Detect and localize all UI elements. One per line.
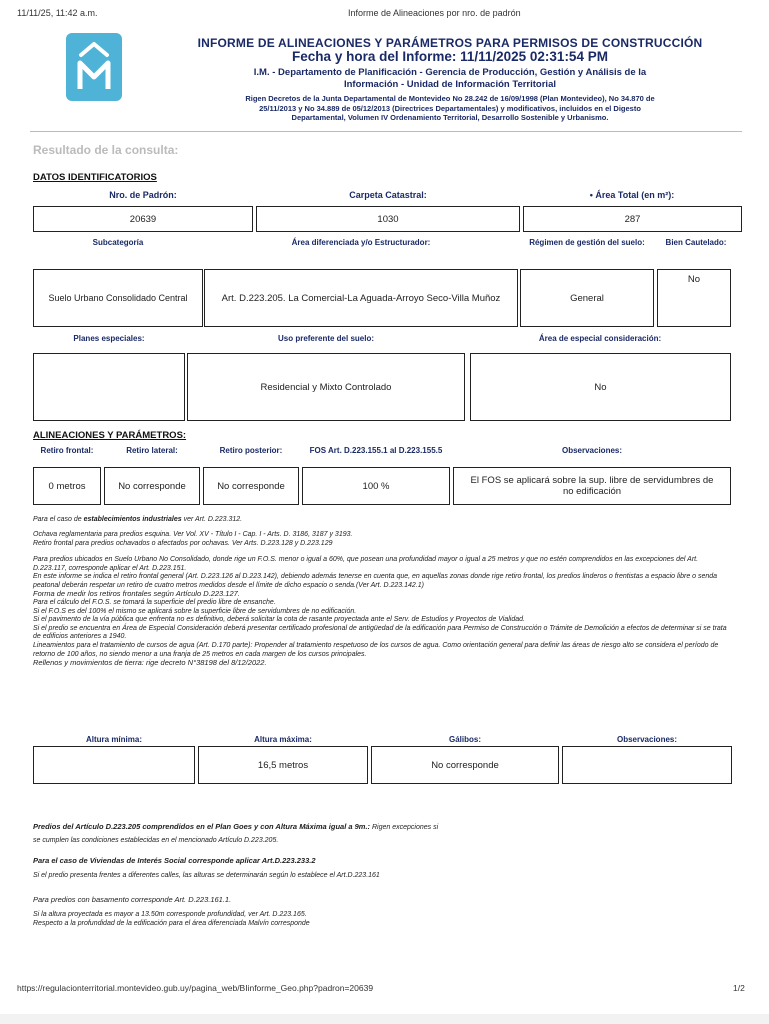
- retiro-frontal-value: 0 metros: [33, 467, 101, 505]
- retiro-lateral-value: No corresponde: [104, 467, 200, 505]
- subcategoria-value: Suelo Urbano Consolidado Central: [33, 269, 203, 327]
- note-pavimento: Si el pavimento de la vía pública que enfrenta no es definitivo, deberá solicitar la cota de rasante proyectada ante el Serv. de Estudios y Proyectos de Vialidad.: [33, 616, 525, 624]
- department-line-2: Información - Unidad de Información Territorial: [343, 79, 556, 90]
- note-text: ver Art. D.223.312.: [181, 516, 243, 523]
- subcategoria-label: Subcategoría: [92, 238, 144, 247]
- note-industriales: [33, 516, 242, 525]
- note-altura-proyectada: Si la altura proyectada es mayor a 13.50m corresponde profundidad, ver Art. D.223.165.: [33, 911, 307, 918]
- regimen-label: Régimen de gestión del suelo:: [529, 238, 645, 247]
- page-number: 1/2: [733, 983, 745, 993]
- planes-especiales-value: [33, 353, 185, 421]
- area-diferenciada-label: Área diferenciada y/o Estructurador:: [291, 238, 431, 247]
- galibos-value: No corresponde: [371, 746, 559, 784]
- altura-minima-value: [33, 746, 195, 784]
- report-datetime: Fecha y hora del Informe: 11/11/2025 02:31:54 PM: [292, 49, 608, 64]
- bien-cautelado-label: Bien Cautelado:: [665, 238, 727, 247]
- fos-label: FOS Art. D.223.155.1 al D.223.155.5: [309, 446, 443, 455]
- carpeta-value: 1030: [256, 206, 520, 232]
- note-suelo-no-consolidado: Para predios ubicados en Suelo Urbano No Consolidado, donde rige un F.O.S. menor o igual a 60%, que posean una profundidad mayor o igual a 25 metros y que no estén comprendidos en las excepciones del Art. D.223.117, corresponde aplicar el Art. D.223.151.: [33, 556, 699, 572]
- note-ochava: Ochava reglamentaria para predios esquina. Ver Vol. XV - Título I - Cap. I - Arts. D. 3186, 3187 y 3193.: [33, 531, 353, 538]
- print-datetime: 11/11/25, 11:42 a.m.: [17, 8, 98, 18]
- alturas-observaciones-label: Observaciones:: [616, 735, 678, 744]
- area-diferenciada-value: Art. D.223.205. La Comercial-La Aguada-Arroyo Seco-Villa Muñoz: [204, 269, 518, 327]
- note-retiro-frontal-general: En este informe se indica el retiro frontal general (Art. D.223.126 al D.223.142), debiendo además tenerse en cuenta que, en aquellas zonas donde rige retiro frontal, los predios linderos o frentistas a espacio libre o senda peatonal deberán respetar un retiro de cuatro metros medidos desde el límite de dicho espacio o senda.(Ver Art. D.223.142.1): [33, 573, 718, 589]
- notes-block-2: [33, 556, 733, 668]
- altura-maxima-label: Altura máxima:: [254, 735, 312, 744]
- note-bold: establecimientos industriales: [83, 516, 182, 523]
- observaciones-label: Observaciones:: [561, 446, 623, 455]
- uso-preferente-value: Residencial y Mixto Controlado: [187, 353, 465, 421]
- alturas-observaciones-value: [562, 746, 732, 784]
- notes-block-1: [33, 531, 733, 548]
- note-profundidad: Respecto a la profundidad de la edificación para el área diferenciada Malvín corresponde: [33, 919, 310, 927]
- department-info: [150, 67, 750, 91]
- decrees-info: [150, 94, 750, 123]
- note-basamento: Para predios con basamento corresponde Art. D.223.161.1.: [33, 895, 232, 904]
- note-retiro-ochavados: Retiro frontal para predios ochavados o afectados por ochavas. Ver Arts. D.223.128 y D.223.129: [33, 539, 333, 547]
- retiro-lateral-label: Retiro lateral:: [126, 446, 178, 455]
- identificatorios-heading: DATOS IDENTIFICATORIOS: [33, 172, 157, 183]
- area-especial-label: Área de especial consideración:: [538, 334, 662, 343]
- note-forma-medir: Forma de medir los retiros frontales según Artículo D.223.127.: [33, 589, 240, 599]
- print-doc-title: Informe de Alineaciones por nro. de padrón: [348, 8, 521, 18]
- note-calculo-fos: Para el cálculo del F.O.S. se tomará la superficie del predio libre de ensanche.: [33, 598, 276, 606]
- area-especial-value: No: [470, 353, 731, 421]
- planes-especiales-label: Planes especiales:: [73, 334, 145, 343]
- next-page-bleed: [0, 1014, 769, 1024]
- altura-maxima-value: 16,5 metros: [198, 746, 368, 784]
- carpeta-label: Carpeta Catastral:: [349, 190, 427, 200]
- note-area-especial: Si el predio se encuentra en Área de Especial Consideración deberá presentar certificado profesional de antigüedad de la edificación para Permiso de Construcción o Trámite de Demolición a efectos de determinar si se trata de edificios anteriores a 1940.: [33, 624, 727, 641]
- footer-url: https://regulacionterritorial.montevideo.gub.uy/pagina_web/BIinforme_Geo.php?padron=20639: [17, 983, 374, 993]
- note-plan-goes-bold: Predios del Artículo D.223.205 comprendidos en el Plan Goes y con Altura Máxima igual a 9m.:: [33, 822, 371, 831]
- note-text: Para el caso de: [33, 516, 84, 523]
- uso-preferente-label: Uso preferente del suelo:: [277, 334, 375, 343]
- note-vivienda-social: Para el caso de Viviendas de Interés Social corresponde aplicar Art.D.223.233.2: [33, 856, 316, 865]
- montevideo-m-logo-icon: [66, 33, 122, 101]
- decrees-line-3: Departamental, Volumen IV Ordenamiento Territorial, Desarrollo Sostenible y Urbanismo.: [291, 113, 609, 122]
- decrees-line-1: Rigen Decretos de la Junta Departamental de Montevideo No 28.242 de 16/09/1998 (Plan Montevideo), No 34.870 de: [245, 94, 655, 103]
- height-notes-block: [33, 911, 473, 928]
- note-frentes: Si el predio presenta frentes a diferentes calles, las alturas se determinarán según lo establece el Art.D.223.161: [33, 872, 380, 879]
- note-plan-goes: [33, 820, 443, 845]
- altura-minima-label: Altura mínima:: [85, 735, 142, 744]
- fos-value: 100 %: [302, 467, 450, 505]
- retiro-posterior-label: Retiro posterior:: [219, 446, 283, 455]
- alineaciones-heading: ALINEACIONES Y PARÁMETROS:: [33, 430, 187, 441]
- retiro-posterior-value: No corresponde: [203, 467, 299, 505]
- retiro-frontal-label: Retiro frontal:: [40, 446, 94, 455]
- padron-value: 20639: [33, 206, 253, 232]
- note-plan-goes-text: Rigen excepciones si se cumplen las condiciones establecidas en el mencionado Artículo D.223.205.: [33, 824, 439, 844]
- observaciones-value: El FOS se aplicará sobre la sup. libre de servidumbres de no edificación: [453, 467, 731, 505]
- area-total-value: 287: [523, 206, 742, 232]
- note-fos-100: Si el F.O.S es del 100% el mismo se aplicará sobre la superficie libre de servidumbres de no edificación.: [33, 607, 357, 615]
- report-title: INFORME DE ALINEACIONES Y PARÁMETROS PARA PERMISOS DE CONSTRUCCIÓN: [197, 36, 703, 50]
- area-total-label: • Área Total (en m²):: [589, 190, 675, 200]
- result-heading: Resultado de la consulta:: [33, 143, 179, 157]
- decrees-line-2: 25/11/2013 y No 34.889 de 05/12/2013 (Directrices Departamentales) y modificativos, incluidos en el Digesto: [259, 103, 641, 113]
- bien-cautelado-value: No: [657, 269, 731, 327]
- note-cursos-agua: Lineamientos para el tratamiento de cursos de agua (Art. D.170 parte): Propender al tratamiento respetuoso de los cursos de agua. Como orientación general para definir las áreas de riesgo alto se considera el período de retorno de 100 años, no siendo menor a una franja de 25 metros en cada margen de los cursos principales.: [33, 641, 719, 658]
- header-divider: [30, 131, 742, 132]
- regimen-value: General: [520, 269, 654, 327]
- department-line-1: I.M. - Departamento de Planificación - Gerencia de Producción, Gestión y Análisis de la: [253, 67, 647, 78]
- galibos-label: Gálibos:: [448, 735, 481, 744]
- padron-label: Nro. de Padrón:: [109, 190, 177, 200]
- note-rellenos: Rellenos y movimientos de tierra: rige decreto N°38198 del 8/12/2022.: [33, 658, 267, 668]
